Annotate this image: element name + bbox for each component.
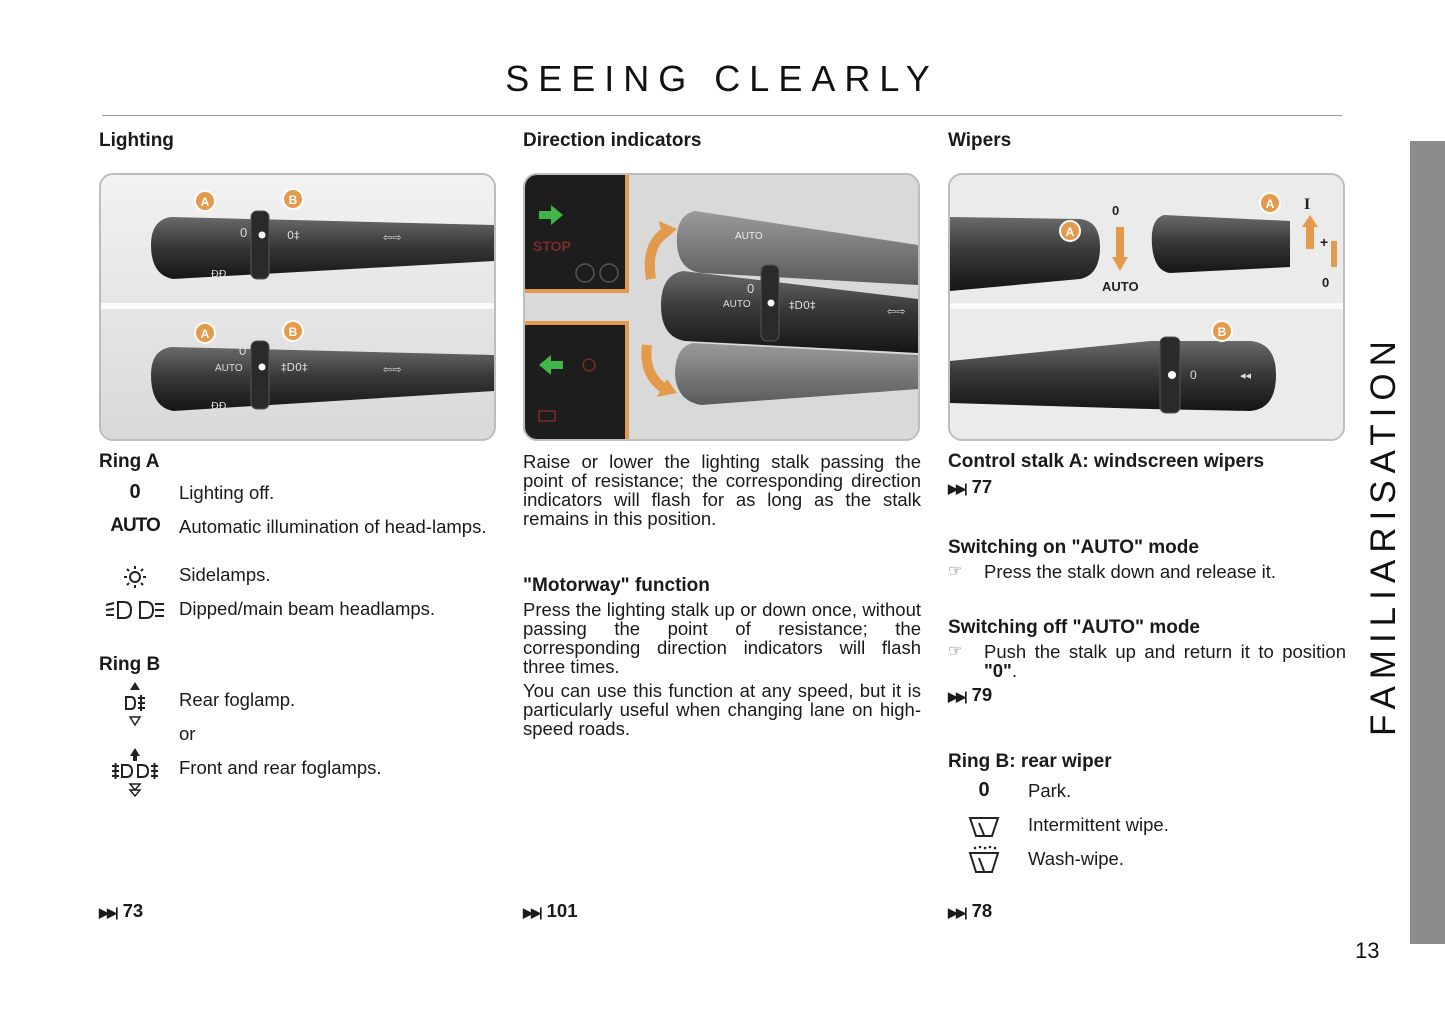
ring-b-item-text: Front and rear foglamps. — [179, 757, 382, 778]
stalk-a-badge-right: A — [1265, 197, 1275, 211]
lighting-body — [99, 452, 497, 792]
direction-intro: Raise or lower the lighting stalk passing the point of resistance; the corresponding direction indicators will flash for as long as the stalk remains in this position. — [523, 451, 921, 529]
lighting-stalk-figure — [99, 173, 496, 441]
svg-text:⇦⇨: ⇦⇨ — [887, 305, 906, 318]
ring-a-item — [99, 599, 497, 633]
ring-b-item-text: or — [179, 723, 196, 744]
lower-ring-b-badge: B — [288, 325, 298, 339]
page-ref-arrow-icon: ▶▶| — [99, 905, 117, 920]
ring-a-item — [99, 565, 497, 599]
rear-wiper-item-text: Wash-wipe. — [1028, 848, 1124, 869]
dash-stop-label: STOP — [533, 238, 571, 254]
rear-wiper-zero-label: 0 — [1190, 368, 1197, 382]
lighting-heading: Lighting — [99, 130, 174, 151]
wipers-column — [948, 130, 1346, 921]
svg-text:‡D0‡: ‡D0‡ — [789, 299, 816, 312]
control-stalk-ref: ▶▶| 77 — [948, 476, 993, 497]
wipers-body — [948, 452, 1346, 883]
svg-text:ÐÐ: ÐÐ — [211, 401, 227, 412]
motorway-paragraph-1: Press the lighting stalk up or down once, without passing the point of resistance; the corresponding direction indicators will flash three times. — [523, 599, 921, 677]
auto-symbol: AUTO — [110, 515, 160, 536]
wipers-page-ref: ▶▶| 78 — [948, 900, 993, 921]
svg-text:⇦⇨: ⇦⇨ — [383, 231, 402, 244]
sidelamps-icon — [99, 565, 171, 592]
section-tab — [1410, 141, 1445, 944]
rear-wiper-item — [948, 815, 1346, 849]
ring-a-item-text: Dipped/main beam headlamps. — [179, 598, 436, 619]
direction-column — [523, 130, 921, 921]
rear-wiper-heading: Ring B: rear wiper — [948, 751, 1112, 772]
motorway-heading: "Motorway" function — [523, 575, 710, 596]
control-stalk-heading: Control stalk A: windscreen wipers — [948, 451, 1265, 472]
lower-ring-a-badge: A — [200, 327, 210, 341]
wash-wipe-icon — [948, 845, 1020, 878]
headlamps-icon — [99, 599, 171, 624]
wiper-zero-label-left: 0 — [1112, 203, 1120, 218]
lighting-column — [99, 130, 497, 921]
ring-a-item — [99, 517, 497, 565]
off-symbol: 0 — [129, 481, 141, 503]
section-label: FAMILIARISATION — [1364, 334, 1403, 736]
svg-text:‡D0‡: ‡D0‡ — [281, 361, 308, 374]
upper-ring-b-badge: B — [288, 193, 298, 207]
wipers-heading: Wipers — [948, 130, 1012, 151]
page-number: 13 — [1355, 938, 1380, 963]
rear-wiper-item — [948, 849, 1346, 883]
direction-heading: Direction indicators — [523, 130, 702, 151]
page-ref-arrow-icon: ▶▶| — [948, 905, 966, 920]
wiper-one-label: I — [1304, 196, 1311, 213]
page-title: SEEING CLEARLY — [505, 58, 939, 99]
ring-b-heading: Ring B — [99, 654, 161, 675]
direction-body — [523, 452, 921, 738]
auto-off-ref: ▶▶| 79 — [948, 684, 993, 705]
upper-ring-a-badge: A — [200, 195, 210, 209]
auto-off-step: ☞ Push the stalk up and return it to position "0". — [948, 641, 1346, 681]
front-rear-foglamp-icon — [99, 746, 171, 801]
ring-a-item-text: Sidelamps. — [179, 564, 271, 585]
auto-off-heading: Switching off "AUTO" mode — [948, 617, 1200, 638]
page-ref-arrow-icon: ▶▶| — [948, 689, 966, 704]
wiper-auto-label: AUTO — [1102, 279, 1139, 294]
main-auto-label: AUTO — [723, 299, 751, 310]
ring-a-item-text: Lighting off. — [179, 482, 275, 503]
ring-a-item — [99, 483, 497, 517]
svg-text:◂◂: ◂◂ — [1240, 369, 1252, 382]
svg-text:ÐÐ: ÐÐ — [211, 269, 227, 280]
title-rule — [102, 115, 1342, 116]
motorway-paragraph-2: You can use this function at any speed, but it is particularly useful when changing lane on high-speed roads. — [523, 680, 921, 739]
wiper-stalk-figure — [948, 173, 1345, 441]
svg-text:0‡: 0‡ — [287, 229, 300, 242]
lower-auto-label: AUTO — [215, 363, 243, 374]
upper-auto-label: AUTO — [735, 231, 763, 242]
auto-on-heading: Switching on "AUTO" mode — [948, 537, 1199, 558]
park-symbol: 0 — [978, 779, 990, 801]
rear-wiper-item-text: Park. — [1028, 780, 1072, 801]
pointing-hand-icon: ☞ — [948, 643, 963, 660]
page-ref-arrow-icon: ▶▶| — [523, 905, 541, 920]
main-off-label: 0 — [747, 281, 755, 296]
ring-b-badge: B — [1217, 325, 1227, 339]
svg-text:⇦⇨: ⇦⇨ — [383, 363, 402, 376]
ring-a-heading: Ring A — [99, 451, 160, 472]
ring-a-item-text: Automatic illumination of head-lamps. — [179, 516, 487, 537]
ring-b-item-text: Rear foglamp. — [179, 689, 296, 710]
direction-page-ref: ▶▶| 101 — [523, 900, 578, 921]
stalk-a-badge-left: A — [1065, 225, 1075, 239]
direction-stalk-figure — [523, 173, 920, 441]
lighting-page-ref: ▶▶| 73 — [99, 900, 144, 921]
wiper-zero-label-right: 0 — [1322, 275, 1330, 290]
page-ref-arrow-icon: ▶▶| — [948, 481, 966, 496]
ring-b-item — [99, 690, 497, 724]
rear-wiper-item-text: Intermittent wipe. — [1028, 814, 1169, 835]
upper-off-label: 0 — [240, 225, 248, 240]
lower-off-label: 0 — [239, 343, 247, 358]
rear-wiper-item — [948, 781, 1346, 815]
wiper-plus-label: + — [1320, 234, 1329, 250]
intermittent-wipe-icon — [948, 815, 1020, 842]
pointing-hand-icon: ☞ — [948, 563, 963, 580]
ring-b-item — [99, 758, 497, 792]
auto-on-step: ☞ Press the stalk down and release it. — [948, 561, 1277, 582]
